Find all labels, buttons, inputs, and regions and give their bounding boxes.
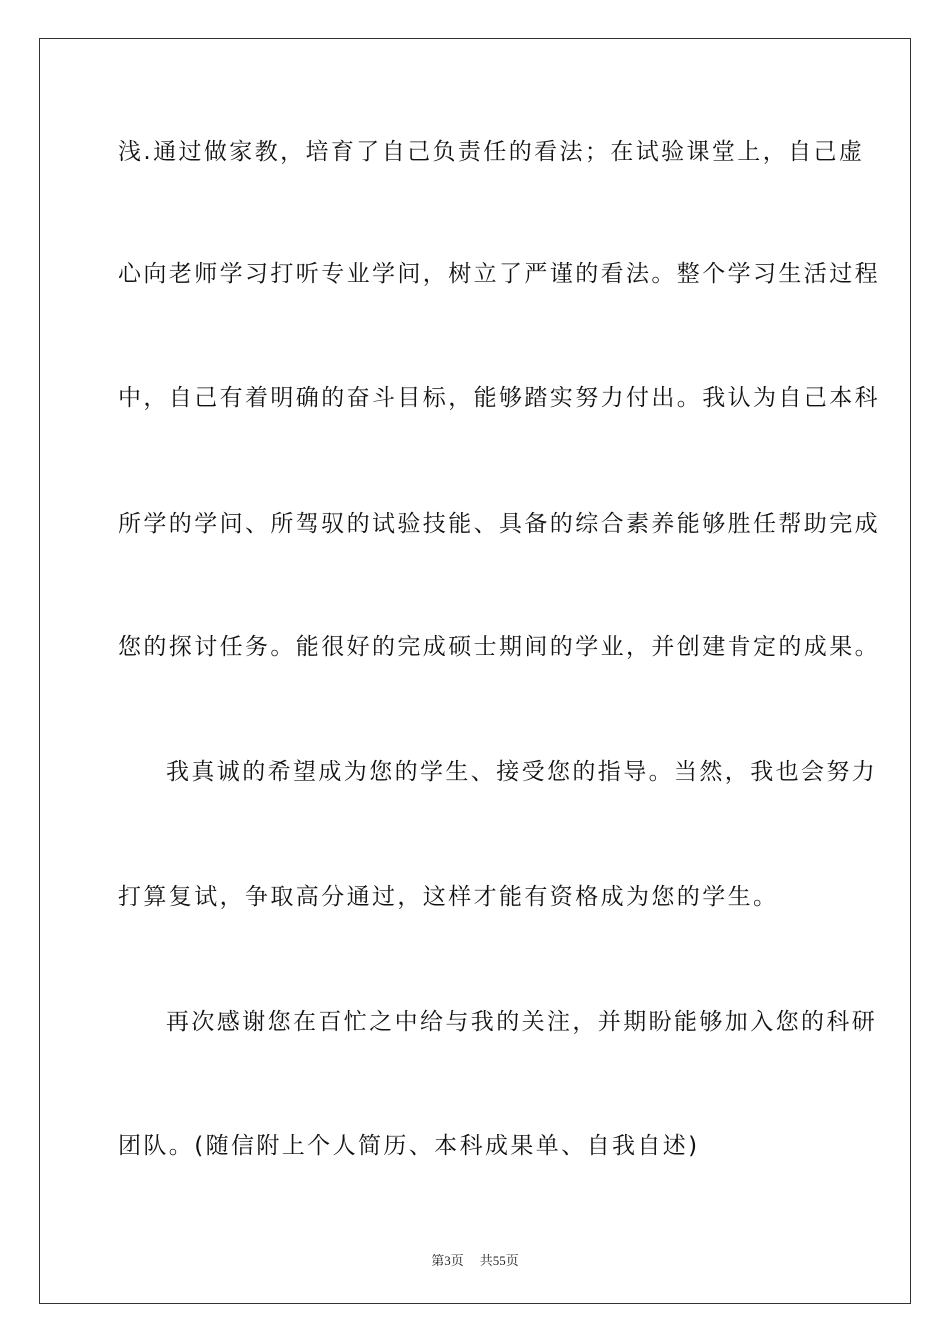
text-line: 打算复试，争取高分通过，这样才能有资格成为您的学生。 (118, 884, 779, 910)
text-line: 中，自己有着明确的奋斗目标，能够踏实努力付出。我认为自己本科 (118, 385, 880, 411)
text-line: 团队。(随信附上个人简历、本科成果单、自我自述) (118, 1133, 700, 1159)
page-border (39, 38, 911, 1304)
text-line: 您的探讨任务。能很好的完成硕士期间的学业，并创建肯定的成果。 (118, 634, 880, 660)
page-total: 共55页 (479, 1253, 519, 1268)
text-line: 浅.通过做家教，培育了自己负责任的看法；在试验课堂上，自己虚 (118, 139, 865, 165)
page-footer (0, 1250, 950, 1269)
page-number: 第3页 (431, 1253, 464, 1268)
text-line: 再次感谢您在百忙之中给与我的关注，并期盼能够加入您的科研 (166, 1009, 878, 1035)
text-line: 心向老师学习打听专业学问，树立了严谨的看法。整个学习生活过程 (118, 261, 880, 287)
text-line: 所学的学问、所驾驭的试验技能、具备的综合素养能够胜任帮助完成 (118, 511, 880, 537)
text-line: 我真诚的希望成为您的学生、接受您的指导。当然，我也会努力 (166, 759, 878, 785)
